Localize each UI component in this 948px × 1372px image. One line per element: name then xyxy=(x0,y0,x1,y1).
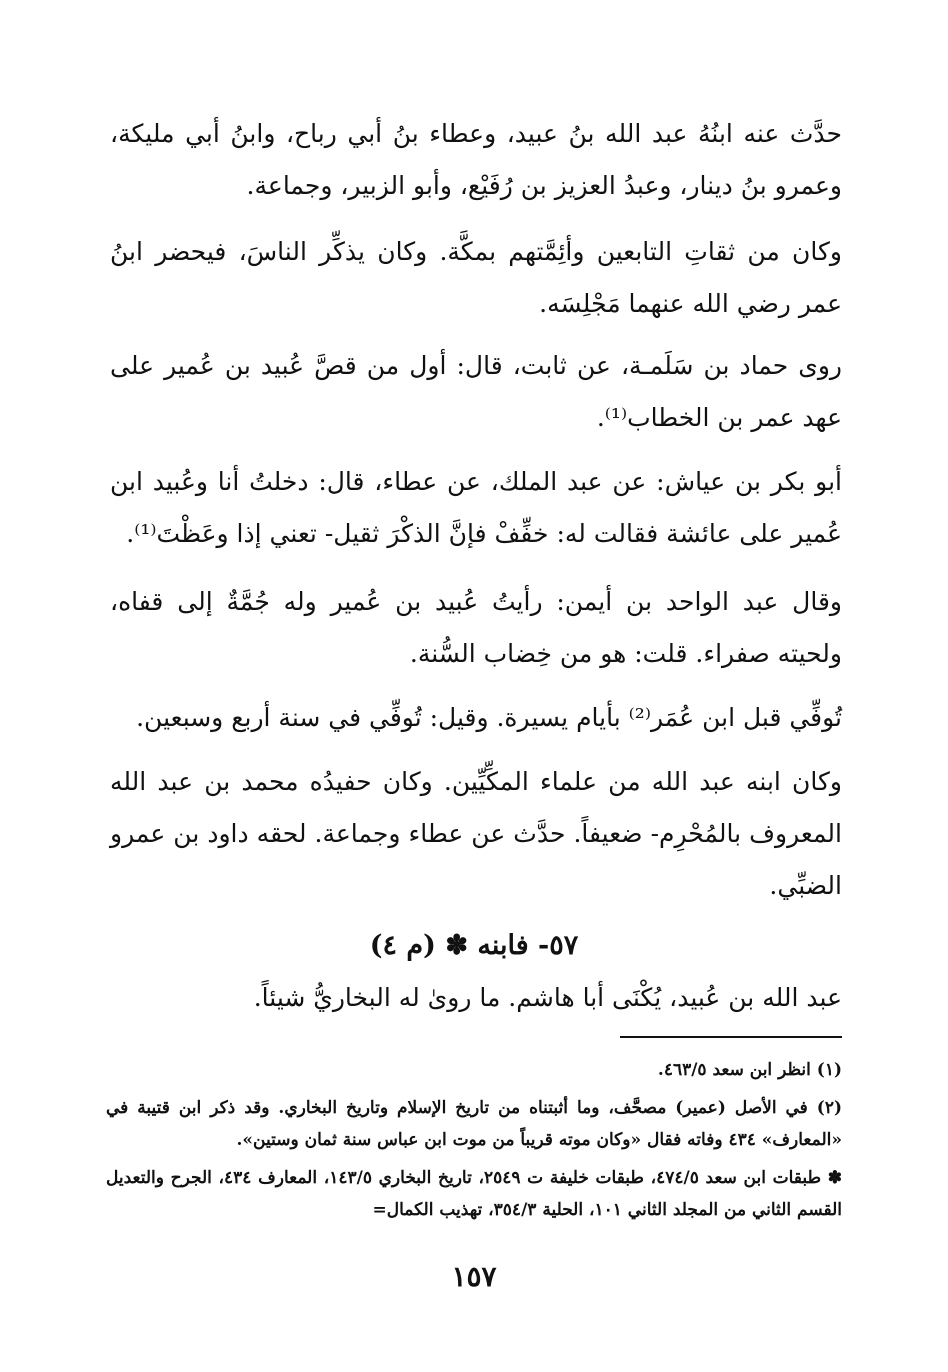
footnote-1: (١) انظر ابن سعد ٤٦٣/٥. xyxy=(657,1060,842,1080)
page-number: ١٥٧ xyxy=(451,1260,497,1293)
footnote-sources: ✽ طبقات ابن سعد ٤٧٤/٥، طبقات خليفة ت ٢٥٤٩، تاريخ البخاري ١٤٣/٥، المعارف ٤٣٤، الجرح والتعديل القسم الثاني من المجلد الثاني ١٠١، الحلية ٣٥٤/٣، تهذيب الكمال= xyxy=(106,1168,842,1220)
paragraph-6: تُوفِّي قبل ابن عُمَر⁽²⁾ بأيام يسيرة. وقيل: تُوفِّي في سنة أربع وسبعين. xyxy=(136,703,842,732)
footnote-divider xyxy=(620,1036,842,1038)
paragraph-1: حدَّث عنه ابنُهُ عبد الله بنُ عبيد، وعطاء بنُ أبي رباح، وابنُ أبي مليكة، وعمرو بنُ دينار، وعبدُ العزيز بن رُفَيْع، وأبو الزبير، وجماعة. xyxy=(110,119,842,200)
footnote-2: (٢) في الأصل (عمير) مصحَّف، وما أثبتناه من تاريخ الإسلام وتاريخ البخاري. وقد ذكر ابن قتيبة في «المعارف» ٤٣٤ وفاته فقال «وكان موته قريباً من موت ابن عباس سنة ثمان وستين». xyxy=(106,1098,842,1150)
entry-text: عبد الله بن عُبيد، يُكْنَى أبا هاشم. ما روىٰ له البخاريُّ شيئاً. xyxy=(253,983,842,1012)
entry-heading: ٥٧- فابنه ✽ (م ٤) xyxy=(369,930,579,961)
paragraph-4: أبو بكر بن عياش: عن عبد الملك، عن عطاء، قال: دخلتُ أنا وعُبيد ابن عُمير على عائشة فقالت له: خفِّفْ فإنَّ الذكْرَ ثقيل- تعني إذا وعَظْتَ⁽¹⁾. xyxy=(110,467,842,548)
paragraph-7: وكان ابنه عبد الله من علماء المكِّيِّين. وكان حفيدُه محمد بن عبد الله المعروف بالمُحْرِم- ضعيفاً. حدَّث عن عطاء وجماعة. لحقه داود بن عمرو الضبِّي. xyxy=(110,767,842,900)
paragraph-3: روى حماد بن سَلَمـة، عن ثابت، قال: أول من قصَّ عُبيد بن عُمير على عهد عمر بن الخطاب⁽¹⁾. xyxy=(110,351,842,432)
paragraph-2: وكان من ثقاتِ التابعين وأئِمَّتهم بمكَّة. وكان يذكِّر الناسَ، فيحضر ابنُ عمر رضي الله عنهما مَجْلِسَه. xyxy=(110,237,842,318)
paragraph-5: وقال عبد الواحد بن أيمن: رأيتُ عُبيد بن عُمير وله جُمَّةٌ إلى قفاه، ولحيته صفراء. قلت: هو من خِضاب السُّنة. xyxy=(110,587,842,668)
